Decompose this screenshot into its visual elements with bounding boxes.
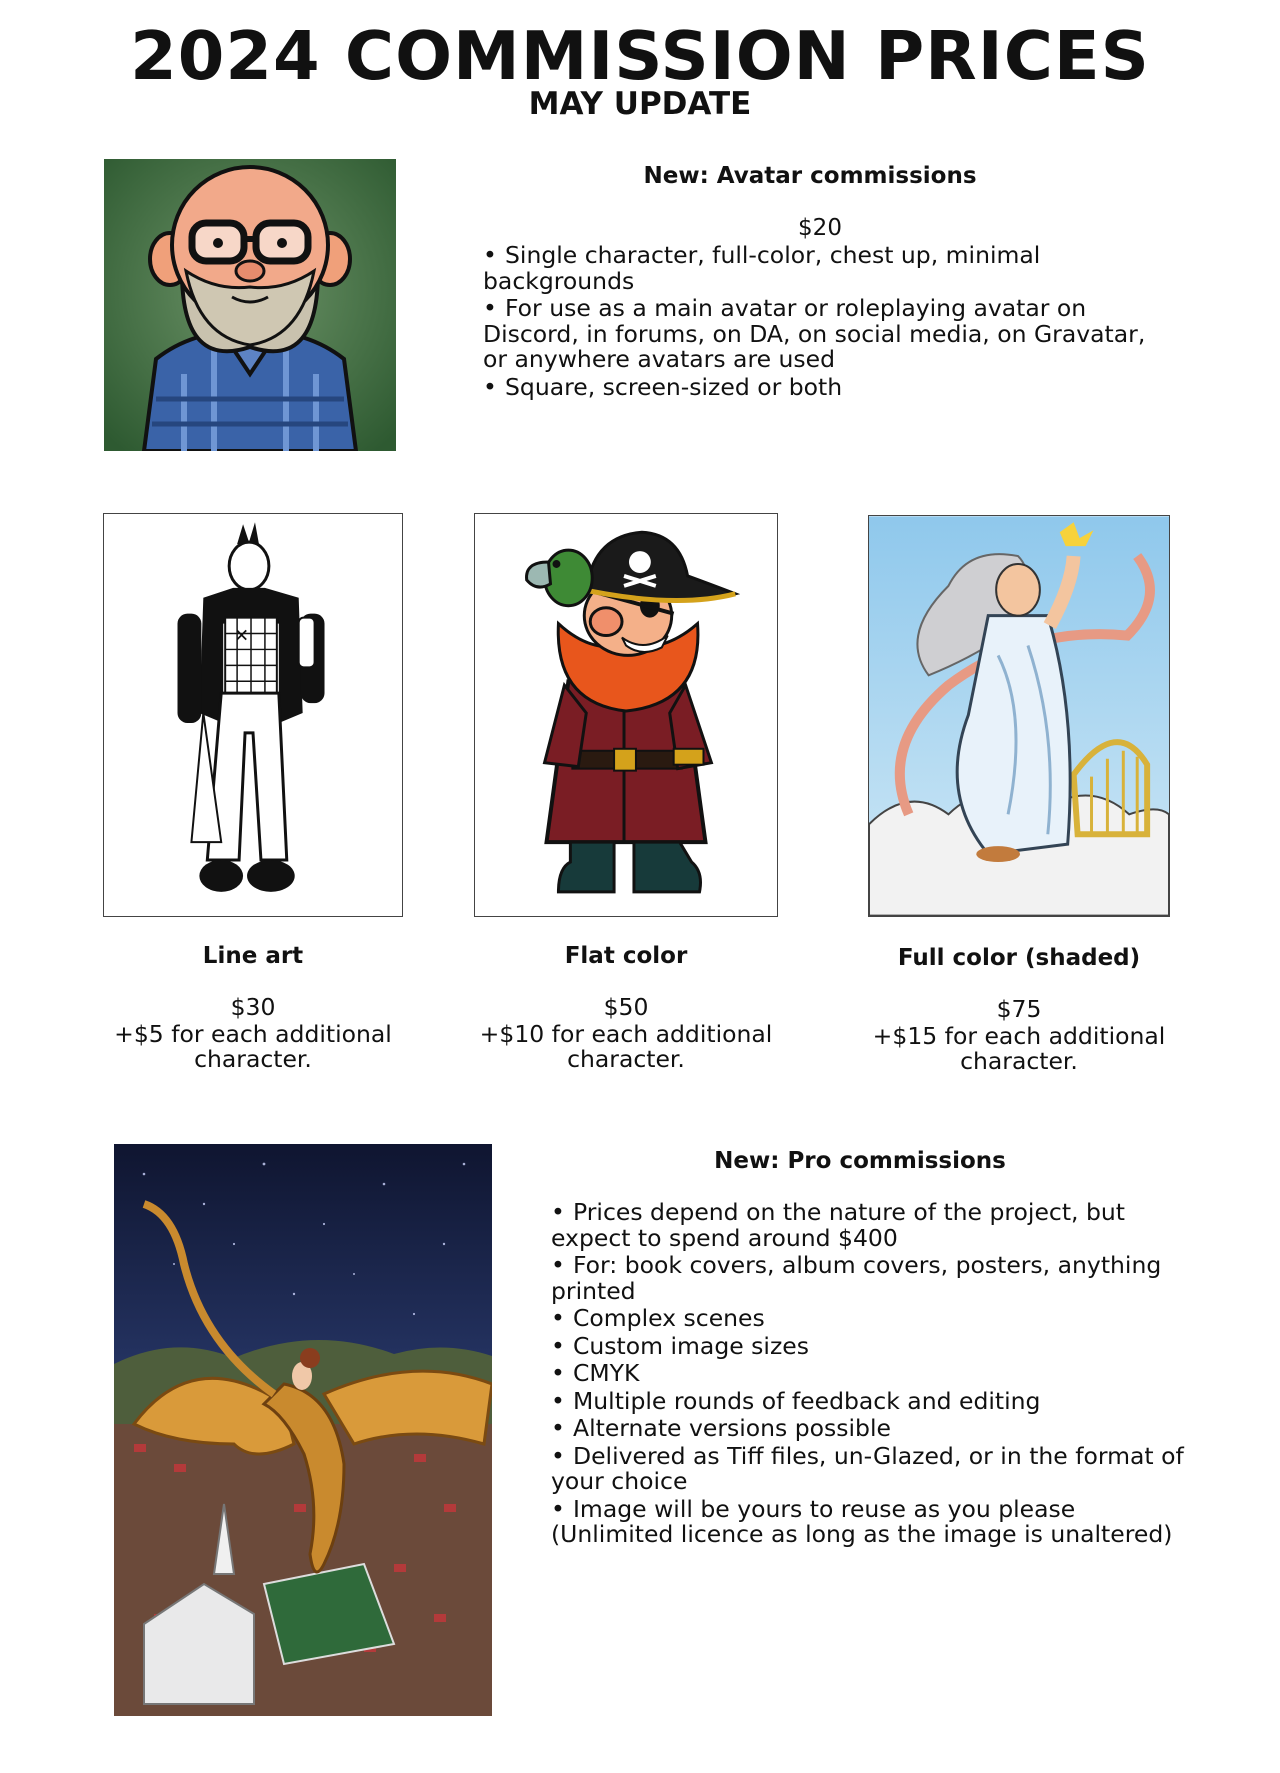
tier-name-line-art: Line art [202, 943, 304, 969]
full-color-sample-image [868, 515, 1170, 917]
list-item: • Prices depend on the nature of the project, but expect to spend around $400 [551, 1198, 1126, 1252]
list-item: • Custom image sizes [551, 1331, 809, 1360]
bullet-dot: • [483, 372, 497, 401]
bullet-dot: • [551, 1198, 565, 1226]
flat-color-sample-image [474, 513, 778, 917]
avatar-sample-image [104, 159, 396, 451]
pro-sample-image [114, 1144, 492, 1716]
list-item: • Multiple rounds of feedback and editing [551, 1386, 1041, 1415]
page-subtitle: MAY UPDATE [528, 86, 752, 122]
tier-name-flat-color: Flat color [564, 943, 688, 969]
avatar-price: $20 [798, 215, 842, 241]
list-item: • Alternate versions possible [551, 1414, 891, 1442]
tier-extra-full-color: +$15 for each additional character. [872, 1022, 1166, 1075]
page-title: 2024 COMMISSION PRICES [130, 17, 1150, 95]
list-item: • Image will be yours to reuse as you please (Unlimited licence as long as the image is unaltered) [551, 1494, 1173, 1548]
pro-bullet-list [551, 1200, 1191, 1550]
bullet-dot: • [483, 294, 497, 322]
list-item: • Complex scenes [551, 1304, 765, 1332]
tier-extra-flat-color: +$10 for each additional character. [479, 1020, 773, 1073]
bullet-dot: • [551, 1441, 565, 1470]
svg-text:✕: ✕ [234, 625, 250, 647]
avatar-heading: New: Avatar commissions [643, 163, 977, 189]
tier-price-flat-color: $50 [603, 993, 649, 1021]
bullet-dot: • [551, 1494, 565, 1523]
bullet-dot: • [551, 1359, 565, 1387]
avatar-bullet-list [483, 243, 1173, 402]
list-item: • For: book covers, album covers, posters, anything printed [551, 1251, 1162, 1305]
list-item: • For use as a main avatar or roleplaying avatar on Discord, in forums, on DA, on social media, on Gravatar, or anywhere avatars are used [483, 294, 1146, 373]
list-item: • Square, screen-sized or both [483, 372, 843, 401]
line-art-sample-image [103, 513, 403, 917]
tier-extra-line-art: +$5 for each additional character. [114, 1020, 392, 1073]
pro-heading: New: Pro commissions [714, 1148, 1006, 1174]
bullet-dot: • [551, 1414, 565, 1442]
bullet-dot: • [551, 1331, 565, 1360]
bullet-dot: • [551, 1304, 565, 1332]
bullet-dot: • [551, 1251, 565, 1279]
bullet-dot: • [483, 241, 497, 269]
tier-price-line-art: $30 [230, 993, 276, 1021]
tier-name-full-color: Full color (shaded) [897, 945, 1141, 971]
list-item: • CMYK [551, 1359, 640, 1387]
list-item: • Single character, full-color, chest up, minimal backgrounds [483, 241, 1041, 295]
bullet-dot: • [551, 1386, 565, 1415]
tier-price-full-color: $75 [996, 995, 1042, 1023]
list-item: • Delivered as Tiff files, un-Glazed, or in the format of your choice [551, 1441, 1184, 1495]
